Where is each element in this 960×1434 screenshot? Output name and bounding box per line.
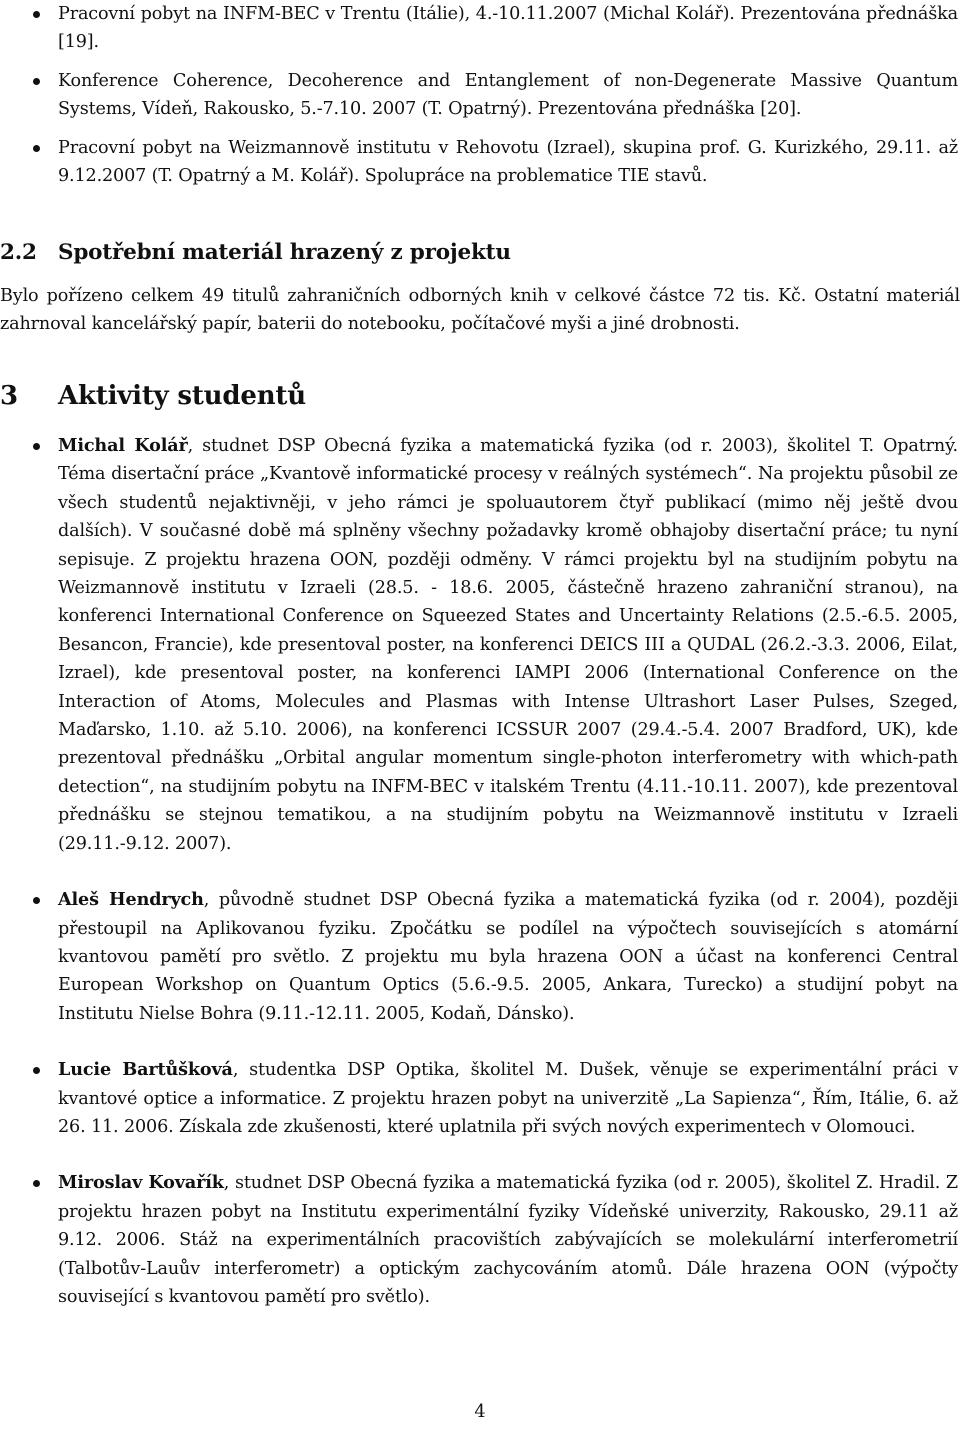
bullet-icon: [33, 443, 40, 450]
student-name: Lucie Bartůšková: [58, 1059, 233, 1081]
list-item: [58, 67, 958, 124]
student-description: , původně studnet DSP Obecná fyzika a matematická fyzika (od r. 2004), později přestoupil na Aplikovanou fyziku. Zpočátku se podílel na výpočtech souvisejících s atomární kvantovou pamětí pro světlo. Z projektu mu byla hrazena OON a účast na konferenci Central European Workshop on Quantum Optics (5.6.-9.5. 2005, Ankara, Turecko) a studijní pobyt na Institutu Nielse Bohra (9.11.-12.11. 2005, Kodaň, Dánsko).: [58, 890, 958, 1024]
bullet-icon: [33, 11, 40, 18]
section-heading-3: [0, 378, 960, 414]
student-item: [58, 1056, 958, 1141]
bullet-icon: [33, 1180, 40, 1187]
student-item: [58, 432, 958, 858]
bullet-icon: [33, 78, 40, 85]
student-paragraph: [58, 1056, 958, 1141]
student-paragraph: [58, 432, 958, 858]
section-title: Spotřební materiál hrazený z projektu: [58, 240, 511, 265]
section-heading-2-2: [0, 238, 960, 268]
student-item: [58, 1169, 958, 1311]
student-item: [58, 886, 958, 1028]
student-description: , studnet DSP Obecná fyzika a matematická fyzika (od r. 2003), školitel T. Opatrný. Téma disertační práce „Kvantově informatické procesy v reálných systémech“. Na projektu působil ze všech studentů nejaktivněji, v jeho rámci je spoluautorem čtyř publikací (mimo něj ještě dvou dalších). V současné době má splněny všechny požadavky kromě obhajoby disertační práce; tu nyní sepisuje. Z projektu hrazena OON, později odměny. V rámci projektu byl na studijním pobytu na Weizmannově institutu v Izraeli (28.5. - 18.6. 2005, částečně hrazeno zahraniční stranou), na konferenci International Conference on Squeezed States and Uncertainty Relations (2.5.-6.5. 2005, Besancon, Francie), kde presentoval poster, na konferenci DEICS III a QUDAL (26.2.-3.3. 2006, Eilat, Izrael), kde presentoval poster, na konferenci IAMPI 2006 (International Conference on the Interaction of Atoms, Molecules and Plasmas with Intense Ultrashort Laser Pulses, Szeged, Maďarsko, 1.10. až 5.10. 2006), na konferenci ICSSUR 2007 (29.4.-5.4. 2007 Bradford, UK), kde prezentoval přednášku „Orbital angular momentum single-photon interferometry with which-path detection“, na studijním pobytu na INFM-BEC v italském Trentu (4.11.-10.11. 2007), kde prezentoval přednášku se stejnou tematikou, a na studijním pobytu na Weizmannově institutu v Izraeli (29.11.-9.12. 2007).: [58, 436, 958, 854]
student-name: Miroslav Kovařík: [58, 1172, 224, 1194]
list-item: [58, 134, 958, 191]
bullet-icon: [33, 897, 40, 904]
list-item-text: Konference Coherence, Decoherence and Entanglement of non-Degenerate Massive Quantum Systems, Vídeň, Rakousko, 5.-7.10. 2007 (T. Opatrný). Prezentována přednáška [20].: [58, 70, 958, 120]
student-paragraph: [58, 1169, 958, 1311]
page-number: 4: [474, 1402, 486, 1422]
section-number: 2.2: [0, 240, 37, 265]
student-name: Michal Kolář: [58, 435, 188, 456]
section-title: Aktivity studentů: [58, 381, 306, 411]
activity-list: [58, 0, 958, 200]
student-name: Aleš Hendrych: [58, 889, 204, 911]
section-2-2-paragraph: Bylo pořízeno celkem 49 titulů zahraničních odborných knih v celkové částce 72 tis. Kč. Ostatní materiál zahrnoval kancelářský papír, baterii do notebooku, počítačové myši a jiné drobnosti.: [0, 286, 960, 335]
student-paragraph: [58, 886, 958, 1028]
bullet-icon: [33, 145, 40, 152]
list-item: [58, 0, 958, 57]
list-item-text: Pracovní pobyt na INFM-BEC v Trentu (Itálie), 4.-10.11.2007 (Michal Kolář). Prezentována přednáška [19].: [58, 4, 958, 53]
student-list: [58, 432, 958, 1339]
list-item-text: Pracovní pobyt na Weizmannově institutu v Rehovotu (Izrael), skupina prof. G. Kurizkého, 29.11. až 9.12.2007 (T. Opatrný a M. Kolář). Spolupráce na problematice TIE stavů.: [58, 137, 958, 187]
student-description: , studentka DSP Optika, školitel M. Dušek, věnuje se experimentální práci v kvantové optice a informatice. Z projektu hrazen pobyt na univerzitě „La Sapienza“, Řím, Itálie, 6. až 26. 11. 2006. Získala zde zkušenosti, které uplatnila při svých nových experimentech v Olomouci.: [58, 1060, 958, 1137]
student-description: , studnet DSP Obecná fyzika a matematická fyzika (od r. 2005), školitel Z. Hradil. Z projektu hrazen pobyt na Institutu experimentální fyziky Vídeňské univerzity, Rakousko, 29.11 až 9.12. 2006. Stáž na experimentálních pracovištích zabývajících se molekulární interferometrií (Talbotův-Lauův interferometr) a optickým zachycováním atomů. Dále hrazena OON (výpočty související s kvantovou pamětí pro světlo).: [58, 1173, 958, 1307]
bullet-icon: [33, 1067, 40, 1074]
section-number: 3: [0, 381, 18, 411]
